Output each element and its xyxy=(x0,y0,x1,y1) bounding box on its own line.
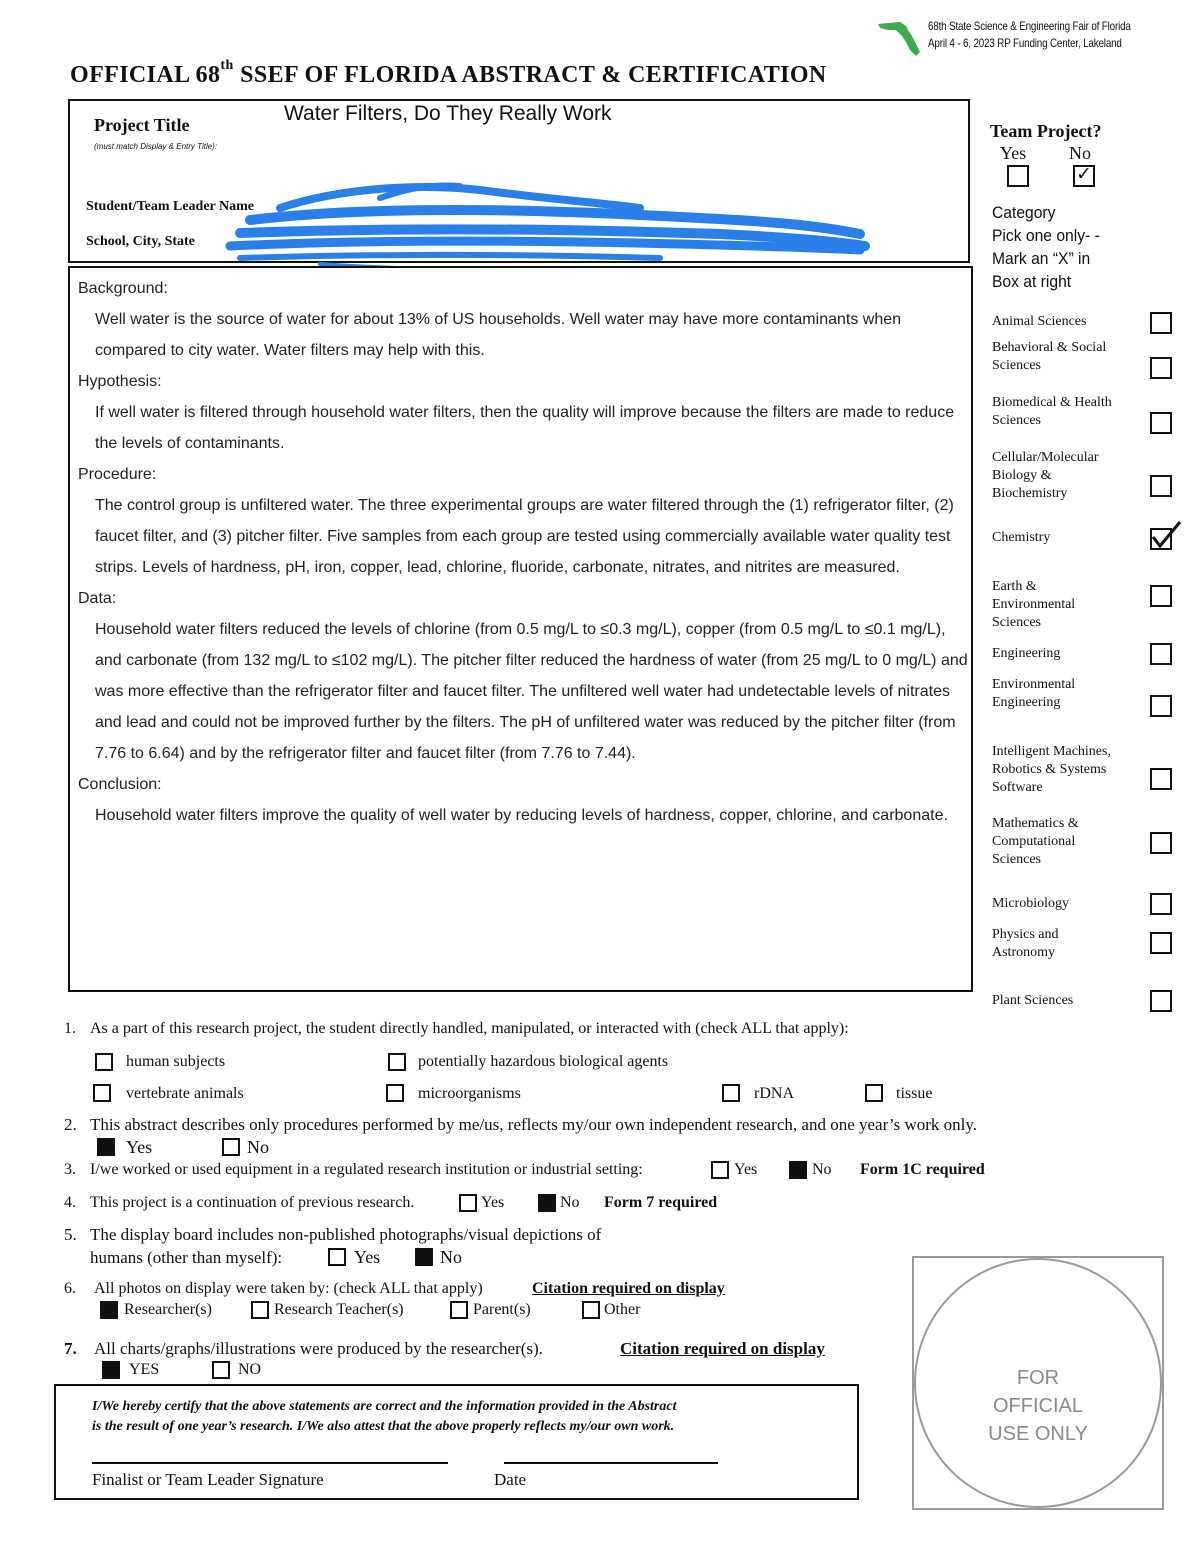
team-project-label: Team Project? xyxy=(990,121,1102,141)
redaction-scribble xyxy=(220,178,880,273)
q6-number: 6. xyxy=(64,1280,76,1297)
q6-research-teacher-label: Research Teacher(s) xyxy=(274,1301,404,1318)
fair-info-line2: April 4 - 6, 2023 RP Funding Center, Lakeland xyxy=(928,36,1122,50)
official-use-line2: OFFICIAL xyxy=(992,1395,1083,1417)
q3-no-label: No xyxy=(812,1161,832,1178)
category-checkbox-engineering[interactable] xyxy=(1150,643,1172,665)
q6-researcher-label: Researcher(s) xyxy=(124,1301,212,1318)
q2-no-label: No xyxy=(247,1137,269,1157)
project-title-label: Project Title xyxy=(94,115,190,135)
category-intelligent-machines: Intelligent Machines, Robotics & Systems Software xyxy=(992,744,1111,795)
q1-tissue-label: tissue xyxy=(896,1085,933,1102)
hypothesis-heading: Hypothesis: xyxy=(78,373,162,390)
category-checkbox-physics-astronomy[interactable] xyxy=(1150,932,1172,954)
check-mark-icon xyxy=(1150,520,1184,550)
team-no-label: No xyxy=(1069,143,1091,163)
category-behavioral-social-sciences: Behavioral & Social Sciences xyxy=(992,340,1107,373)
category-checkbox-earth-environmental-sciences[interactable] xyxy=(1150,585,1172,607)
q4-no-label: No xyxy=(560,1194,580,1211)
data-text: Household water filters reduced the levels of chlorine (from 0.5 mg/L to ≤0.3 mg/L), copper (from 0.5 mg/L to ≤0.1 mg/L), and carbonate (from 132 mg/L to ≤102 mg/L). The pitcher filter reduced the hardness of water (from 25 mg/L to 0 mg/L) and was more effective than the refrigerator filter and faucet filter. The unfiltered well water had undetectable levels of nitrates and lead and could not be improved further by the filters. The pH of unfiltered water was reduced by the pitcher filter (from 7.76 to 6.64) and by the refrigerator filter and faucet filter (from 7.76 to 7.44). xyxy=(95,621,968,762)
q2-number: 2. xyxy=(64,1115,77,1134)
q5-text-line2: humans (other than myself): xyxy=(90,1248,283,1267)
category-instruction-line: Category xyxy=(992,203,1056,222)
q5-yes-label: Yes xyxy=(354,1247,381,1267)
q6-researcher-checkbox[interactable] xyxy=(100,1301,118,1319)
category-microbiology: Microbiology xyxy=(992,896,1069,911)
q7-yes-checkbox[interactable] xyxy=(102,1361,120,1379)
category-instruction-line: Pick one only- - xyxy=(992,226,1100,245)
page-title-part1: OFFICIAL 68 xyxy=(70,62,221,88)
fair-info-line1: 68th State Science & Engineering Fair of Florida xyxy=(928,19,1131,33)
official-use-line1: FOR xyxy=(1016,1367,1060,1389)
q6-parent-label: Parent(s) xyxy=(473,1301,531,1318)
category-instructions xyxy=(992,201,1100,293)
category-checkbox-plant-sciences[interactable] xyxy=(1150,990,1172,1012)
team-no-checkbox[interactable] xyxy=(1073,165,1095,187)
q7-no-checkbox[interactable] xyxy=(212,1361,230,1379)
certification-line1: I/We hereby certify that the above statements are correct and the information provided in the Abstract xyxy=(92,1399,677,1414)
q5-no-checkbox[interactable] xyxy=(415,1248,433,1266)
procedure-heading: Procedure: xyxy=(78,466,157,483)
certification-line2: is the result of one year’s research. I/We also attest that the above properly reflects my/our own work. xyxy=(92,1419,675,1434)
q5-yes-checkbox[interactable] xyxy=(328,1248,346,1266)
q2-text: This abstract describes only procedures performed by me/us, reflects my/our own independent research, and one year’s work only. xyxy=(90,1115,978,1134)
category-checkbox-behavioral-social-sciences[interactable] xyxy=(1150,357,1172,379)
q4-form-note-text: Form 7 required xyxy=(604,1194,718,1211)
q1-tissue-checkbox[interactable] xyxy=(865,1084,883,1102)
data-heading: Data: xyxy=(78,590,117,607)
category-environmental-engineering: Environmental Engineering xyxy=(992,677,1076,710)
category-checkbox-animal-sciences[interactable] xyxy=(1150,312,1172,334)
category-instruction-line: Mark an “X” in xyxy=(992,249,1091,268)
q1-microorganisms-label: microorganisms xyxy=(418,1085,521,1102)
category-checkbox-cellular-molecular-biology[interactable] xyxy=(1150,475,1172,497)
fair-logo xyxy=(876,18,926,58)
q5-number: 5. xyxy=(64,1225,77,1244)
q5-no-label: No xyxy=(440,1247,462,1267)
project-title-hint: (must match Display & Entry Title): xyxy=(94,142,218,151)
q7-text: All charts/graphs/illustrations were produced by the researcher(s). xyxy=(94,1339,543,1358)
q4-yes-checkbox[interactable] xyxy=(459,1194,477,1212)
q7-no-label: NO xyxy=(238,1361,262,1378)
official-use-text xyxy=(914,1364,1162,1448)
q3-form-note-text: Form 1C required xyxy=(860,1161,985,1178)
category-animal-sciences: Animal Sciences xyxy=(992,314,1087,329)
q6-other-label: Other xyxy=(604,1301,641,1318)
background-heading: Background: xyxy=(78,280,168,297)
hypothesis-text: If well water is filtered through household water filters, then the quality will improve because the filters are made to reduce the levels of contaminants. xyxy=(95,404,955,452)
q6-parent-checkbox[interactable] xyxy=(450,1301,468,1319)
school-label: School, City, State xyxy=(86,234,195,249)
q4-number: 4. xyxy=(64,1194,76,1211)
fair-info xyxy=(928,18,1131,52)
category-checkbox-environmental-engineering[interactable] xyxy=(1150,695,1172,717)
team-yes-label: Yes xyxy=(1000,143,1027,163)
q6-research-teacher-checkbox[interactable] xyxy=(251,1301,269,1319)
q5-text-line1: The display board includes non-published photographs/visual depictions of xyxy=(90,1225,602,1244)
q4-no-checkbox[interactable] xyxy=(538,1194,556,1212)
q3-text: I/we worked or used equipment in a regulated research institution or industrial setting: xyxy=(90,1161,643,1178)
page-title-part2: SSEF OF FLORIDA ABSTRACT & CERTIFICATION xyxy=(233,62,827,88)
q6-text: All photos on display were taken by: (check ALL that apply) xyxy=(94,1280,483,1297)
q2-yes-checkbox[interactable] xyxy=(97,1138,115,1156)
signature-line[interactable] xyxy=(92,1462,448,1464)
category-checkbox-biomedical-health-sciences[interactable] xyxy=(1150,412,1172,434)
q3-number: 3. xyxy=(64,1161,76,1178)
q1-human-subjects-checkbox[interactable] xyxy=(95,1053,113,1071)
category-checkbox-mathematics-computational[interactable] xyxy=(1150,832,1172,854)
q1-rdna-checkbox[interactable] xyxy=(722,1084,740,1102)
q1-hazardous-agents-checkbox[interactable] xyxy=(388,1053,406,1071)
conclusion-heading: Conclusion: xyxy=(78,776,162,793)
category-checkbox-chemistry[interactable] xyxy=(1150,528,1172,550)
q7-citation-note-text: Citation required on display xyxy=(620,1339,825,1358)
category-cellular-molecular-biology: Cellular/Molecular Biology & Biochemistry xyxy=(992,450,1099,501)
q2-yes-label: Yes xyxy=(126,1137,153,1157)
category-instruction-line: Box at right xyxy=(992,272,1072,291)
q3-yes-label: Yes xyxy=(734,1161,758,1178)
q2-no-checkbox[interactable] xyxy=(222,1138,240,1156)
q3-no-checkbox[interactable] xyxy=(789,1161,807,1179)
category-biomedical-health-sciences: Biomedical & Health Sciences xyxy=(992,395,1112,428)
abstract-text[interactable] xyxy=(78,273,968,831)
category-checkbox-microbiology[interactable] xyxy=(1150,893,1172,915)
q7-yes-label: YES xyxy=(129,1361,160,1378)
q7-number-text: 7. xyxy=(64,1339,77,1358)
check-mark-icon: ✓ xyxy=(1076,163,1092,185)
q1-text: As a part of this research project, the student directly handled, manipulated, or interacted with (check ALL that apply): xyxy=(90,1020,849,1037)
page-title xyxy=(70,58,827,89)
date-line[interactable] xyxy=(504,1462,718,1464)
q1-vertebrate-animals-checkbox[interactable] xyxy=(93,1084,111,1102)
q6-citation-note-text: Citation required on display xyxy=(532,1280,725,1297)
category-engineering: Engineering xyxy=(992,646,1061,661)
q7-number xyxy=(64,1339,77,1359)
team-yes-checkbox[interactable] xyxy=(1007,165,1029,187)
q1-hazardous-agents-label: potentially hazardous biological agents xyxy=(418,1053,669,1070)
q1-human-subjects-label: human subjects xyxy=(126,1053,226,1070)
q3-yes-checkbox[interactable] xyxy=(711,1161,729,1179)
florida-map-icon xyxy=(876,18,926,58)
q1-number: 1. xyxy=(64,1020,76,1037)
signature-label: Finalist or Team Leader Signature xyxy=(92,1470,324,1489)
background-text: Well water is the source of water for about 13% of US households. Well water may have more contaminants when compared to city water. Water filters may help with this. xyxy=(95,311,902,359)
q4-yes-label: Yes xyxy=(481,1194,505,1211)
category-chemistry: Chemistry xyxy=(992,530,1051,545)
category-mathematics-computational: Mathematics & Computational Sciences xyxy=(992,816,1079,867)
q6-other-checkbox[interactable] xyxy=(582,1301,600,1319)
official-use-line3: USE ONLY xyxy=(988,1423,1088,1445)
project-title-value[interactable]: Water Filters, Do They Really Work xyxy=(284,102,612,125)
q6-citation-note xyxy=(532,1280,725,1298)
q1-microorganisms-checkbox[interactable] xyxy=(386,1084,404,1102)
date-label: Date xyxy=(494,1470,527,1489)
q1-rdna-label: rDNA xyxy=(754,1085,794,1102)
category-plant-sciences: Plant Sciences xyxy=(992,993,1074,1008)
certification-statement xyxy=(92,1397,676,1437)
student-name-label: Student/Team Leader Name xyxy=(86,199,254,214)
procedure-text: The control group is unfiltered water. The three experimental groups are water filtered through the (1) refrigerator filter, (2) faucet filter, and (3) pitcher filter. Five samples from each group are tested using commercially available water quality test strips. Levels of hardness, pH, iron, copper, lead, chlorine, fluoride, carbonate, nitrates, and nitrites are measured. xyxy=(95,497,954,576)
q3-form-note xyxy=(860,1161,985,1179)
q4-text: This project is a continuation of previous research. xyxy=(90,1194,415,1211)
category-physics-astronomy: Physics and Astronomy xyxy=(992,927,1059,960)
category-earth-environmental-sciences: Earth & Environmental Sciences xyxy=(992,579,1076,630)
conclusion-text: Household water filters improve the quality of well water by reducing levels of hardness, copper, chlorine, and carbonate. xyxy=(95,807,948,824)
q1-vertebrate-animals-label: vertebrate animals xyxy=(126,1085,244,1102)
category-checkbox-intelligent-machines[interactable] xyxy=(1150,768,1172,790)
q4-form-note xyxy=(604,1194,717,1212)
q7-citation-note xyxy=(620,1339,825,1359)
page-title-sup: th xyxy=(220,58,234,73)
